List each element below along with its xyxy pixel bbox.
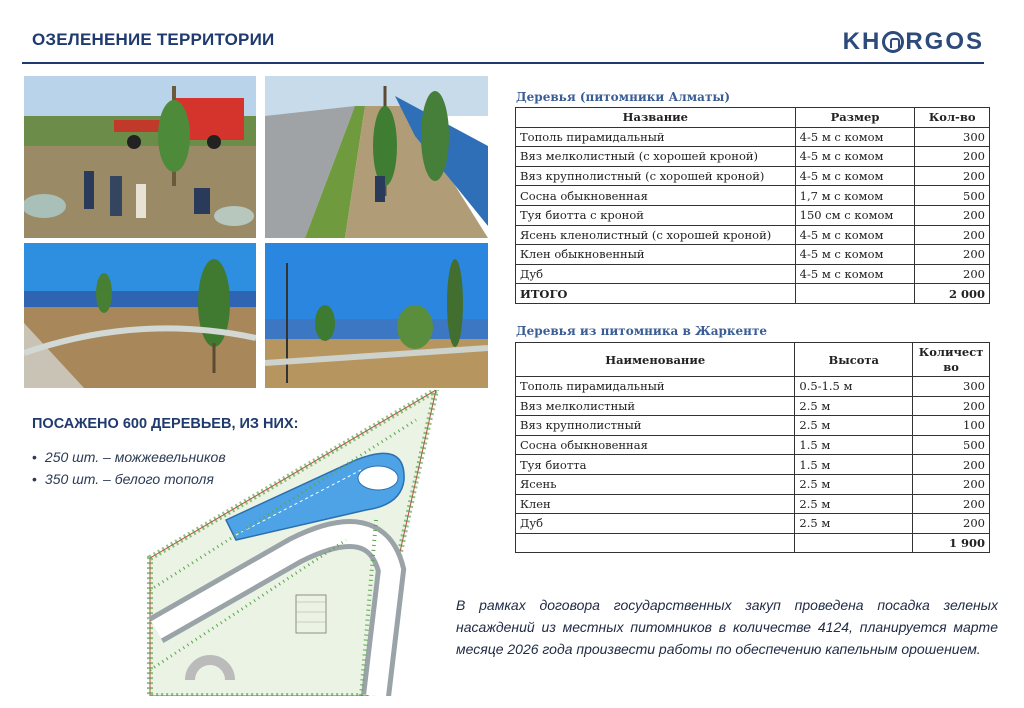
cell-qty: 500 [913, 435, 990, 455]
cell-size: 4-5 м с комом [795, 225, 915, 245]
table-row [516, 225, 990, 245]
cell-name: Вяз крупнолистный (с хорошей кроной) [516, 166, 796, 186]
table-row [516, 514, 990, 534]
cell-name: Сосна обыкновенная [516, 186, 796, 206]
cell-size: 4-5 м с комом [795, 245, 915, 265]
list-item: • 250 шт. – можжевельников [32, 446, 226, 468]
cell-name: Ясень кленолистный (с хорошей кроной) [516, 225, 796, 245]
total-label: ИТОГО [516, 284, 796, 304]
cell-qty: 100 [913, 416, 990, 436]
total-empty-cell [795, 533, 913, 553]
cell-size: 4-5 м с комом [795, 147, 915, 167]
table-row [516, 474, 990, 494]
cell-qty: 200 [915, 245, 990, 265]
cell-qty: 200 [915, 147, 990, 167]
cell-height: 2.5 м [795, 474, 913, 494]
photo-planting-crane [24, 76, 256, 238]
page-title: ОЗЕЛЕНЕНИЕ ТЕРРИТОРИИ [32, 30, 275, 49]
cell-name: Тополь пирамидальный [516, 127, 796, 147]
cell-size: 1,7 м с комом [795, 186, 915, 206]
table-row [516, 455, 990, 475]
cell-qty: 200 [913, 494, 990, 514]
table-row [516, 245, 990, 265]
site-plan-drawing [146, 390, 446, 696]
header-divider [22, 62, 984, 64]
cell-qty: 200 [913, 514, 990, 534]
khorgos-logo: KH RGOS [842, 28, 984, 55]
cell-size: 150 см с комом [795, 205, 915, 225]
table-zharkent-trees [515, 342, 990, 553]
table-row [516, 166, 990, 186]
table-row [516, 205, 990, 225]
cell-height: 2.5 м [795, 514, 913, 534]
cell-qty: 200 [915, 264, 990, 284]
cell-qty: 200 [913, 455, 990, 475]
planted-list [32, 446, 226, 490]
cell-name: Сосна обыкновенная [516, 435, 795, 455]
total-empty-cell [795, 284, 915, 304]
cell-qty: 200 [915, 225, 990, 245]
table1-header-row [516, 108, 990, 128]
cell-name: Дуб [516, 264, 796, 284]
gate-logo-icon [882, 31, 904, 53]
col-height-header: Высота [795, 343, 913, 377]
table-row [516, 377, 990, 397]
table-row [516, 264, 990, 284]
table-row [516, 147, 990, 167]
cell-qty: 300 [915, 127, 990, 147]
cell-height: 2.5 м [795, 396, 913, 416]
table-row [516, 435, 990, 455]
list-item: • 350 шт. – белого тополя [32, 468, 226, 490]
table-almaty-trees [515, 107, 990, 304]
total-empty-cell [516, 533, 795, 553]
table2-caption: Деревья из питомника в Жаркенте [516, 324, 768, 338]
cell-size: 4-5 м с комом [795, 166, 915, 186]
cell-name: Ясень [516, 474, 795, 494]
cell-name: Клен [516, 494, 795, 514]
cell-name: Туя биотта с кроной [516, 205, 796, 225]
col-name-header: Наименование [516, 343, 795, 377]
cell-qty: 200 [915, 205, 990, 225]
cell-name: Вяз мелколистный (с хорошей кроной) [516, 147, 796, 167]
cell-name: Туя биотта [516, 455, 795, 475]
table-row [516, 494, 990, 514]
table-row [516, 127, 990, 147]
photo-young-trees [24, 243, 256, 388]
photo-poplar-row [265, 243, 488, 388]
total-value: 2 000 [915, 284, 990, 304]
table-total-row [516, 284, 990, 304]
cell-name: Тополь пирамидальный [516, 377, 795, 397]
cell-height: 2.5 м [795, 416, 913, 436]
cell-qty: 500 [915, 186, 990, 206]
cell-qty: 200 [913, 474, 990, 494]
table-row [516, 416, 990, 436]
cell-height: 1.5 м [795, 455, 913, 475]
cell-height: 2.5 м [795, 494, 913, 514]
contract-note: В рамках договора государственных закуп проведена посадка зеленых насаждений из местных питомников в количестве 4124, планируется марте месяце 2026 года произвести работы по обеспечению капельным орошением. [456, 597, 998, 657]
cell-size: 4-5 м с комом [795, 127, 915, 147]
table-total-row [516, 533, 990, 553]
col-qty-header: Кол-во [915, 108, 990, 128]
cell-name: Дуб [516, 514, 795, 534]
table-row [516, 186, 990, 206]
cell-name: Вяз крупнолистный [516, 416, 795, 436]
cell-qty: 200 [913, 396, 990, 416]
table2-header-row [516, 343, 990, 377]
col-size-header: Размер [795, 108, 915, 128]
cell-size: 4-5 м с комом [795, 264, 915, 284]
table-row [516, 396, 990, 416]
col-qty-header: Количество [913, 343, 990, 377]
cell-height: 0.5-1.5 м [795, 377, 913, 397]
photo-roadside-row [265, 76, 488, 238]
cell-qty: 200 [915, 166, 990, 186]
cell-name: Клен обыкновенный [516, 245, 796, 265]
col-name-header: Название [516, 108, 796, 128]
total-value: 1 900 [913, 533, 990, 553]
cell-height: 1.5 м [795, 435, 913, 455]
cell-name: Вяз мелколистный [516, 396, 795, 416]
table1-caption: Деревья (питомники Алматы) [516, 90, 731, 104]
cell-qty: 300 [913, 377, 990, 397]
planted-heading: ПОСАЖЕНО 600 ДЕРЕВЬЕВ, ИЗ НИХ: [32, 416, 299, 432]
